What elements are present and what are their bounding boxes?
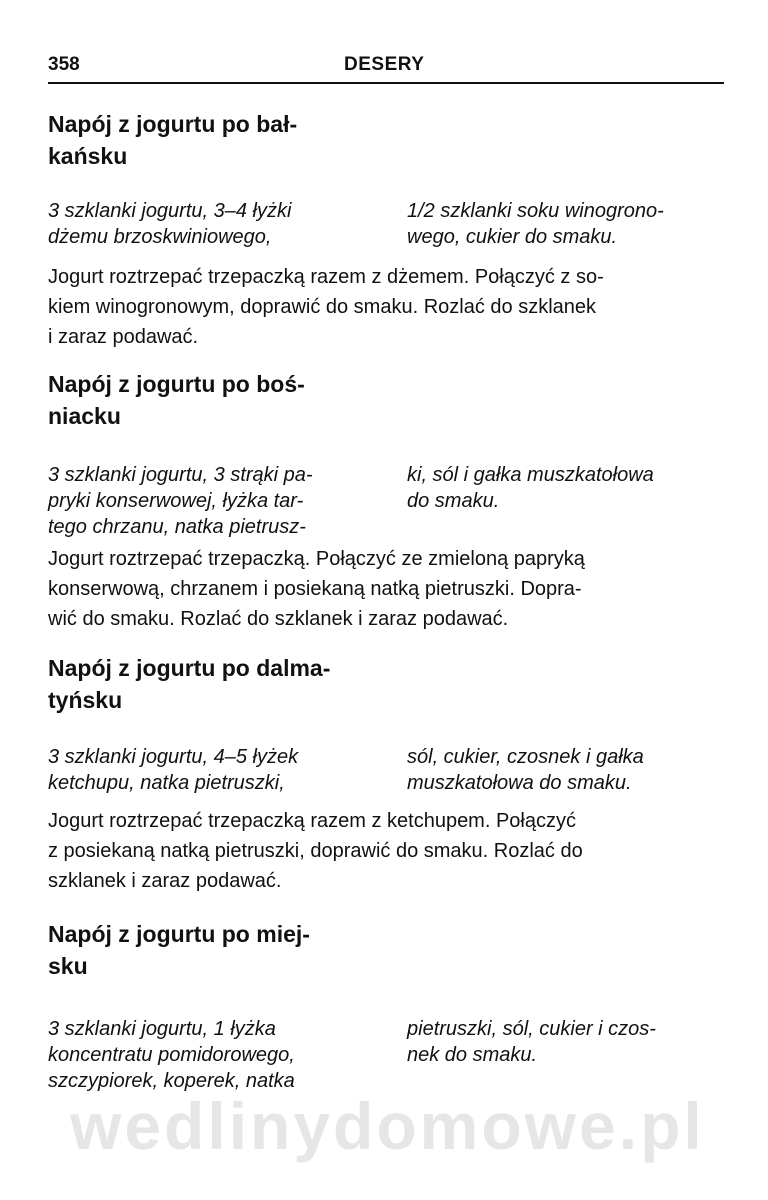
recipe-title: Napój z jogurtu po dalma- tyńsku (48, 655, 331, 713)
ingredients (48, 198, 724, 250)
ingredients (48, 744, 724, 796)
method-text: Jogurt roztrzepać trzepaczką. Połączyć ze zmieloną papryką konserwową, chrzanem i posiekaną natką pietruszki. Dopra- wić do smaku. Rozlać do szklanek i zaraz podawać. (48, 548, 585, 630)
recipe-title: Napój z jogurtu po miej- sku (48, 921, 310, 979)
ingredients-right: 1/2 szklanki soku winogrono- wego, cukier do smaku. (407, 200, 664, 248)
book-page (48, 52, 724, 1094)
recipe-title: Napój z jogurtu po bał- kańsku (48, 111, 298, 169)
method-text: Jogurt roztrzepać trzepaczką razem z dżemem. Połączyć z so- kiem winogronowym, doprawić do smaku. Rozlać do szklanek i zaraz podawać. (48, 266, 604, 348)
ingredients-left: 3 szklanki jogurtu, 3–4 łyżki dżemu brzoskwiniowego, (48, 200, 292, 248)
ingredients-left: 3 szklanki jogurtu, 3 strąki pa- pryki konserwowej, łyżka tar- tego chrzanu, natka pietrusz- (48, 464, 313, 538)
ingredients (48, 462, 724, 540)
ingredients-right: pietruszki, sól, cukier i czos- nek do smaku. (407, 1018, 656, 1066)
watermark: wedlinydomowe.pl (70, 1089, 705, 1163)
ingredients-right: ki, sól i gałka muszkatołowa do smaku. (407, 464, 654, 512)
recipe-dalmatian (48, 652, 724, 896)
ingredients-left: 3 szklanki jogurtu, 1 łyżka koncentratu pomidorowego, szczypiorek, koperek, natka (48, 1018, 295, 1092)
recipe-balkan (48, 108, 724, 352)
recipe-title: Napój z jogurtu po boś- niacku (48, 371, 305, 429)
ingredients-left: 3 szklanki jogurtu, 4–5 łyżek ketchupu, natka pietruszki, (48, 746, 299, 794)
ingredients-right: sól, cukier, czosnek i gałka muszkatołowa do smaku. (407, 746, 644, 794)
page-header (48, 52, 724, 84)
method-text: Jogurt roztrzepać trzepaczką razem z ketchupem. Połączyć z posiekaną natką pietruszki, doprawić do smaku. Rozlać do szklanek i zaraz podawać. (48, 810, 583, 892)
page-number: 358 (48, 54, 80, 75)
recipe-bosnian (48, 368, 724, 634)
running-title: DESERY (344, 54, 425, 75)
ingredients (48, 1016, 724, 1094)
recipe-city (48, 918, 724, 1094)
